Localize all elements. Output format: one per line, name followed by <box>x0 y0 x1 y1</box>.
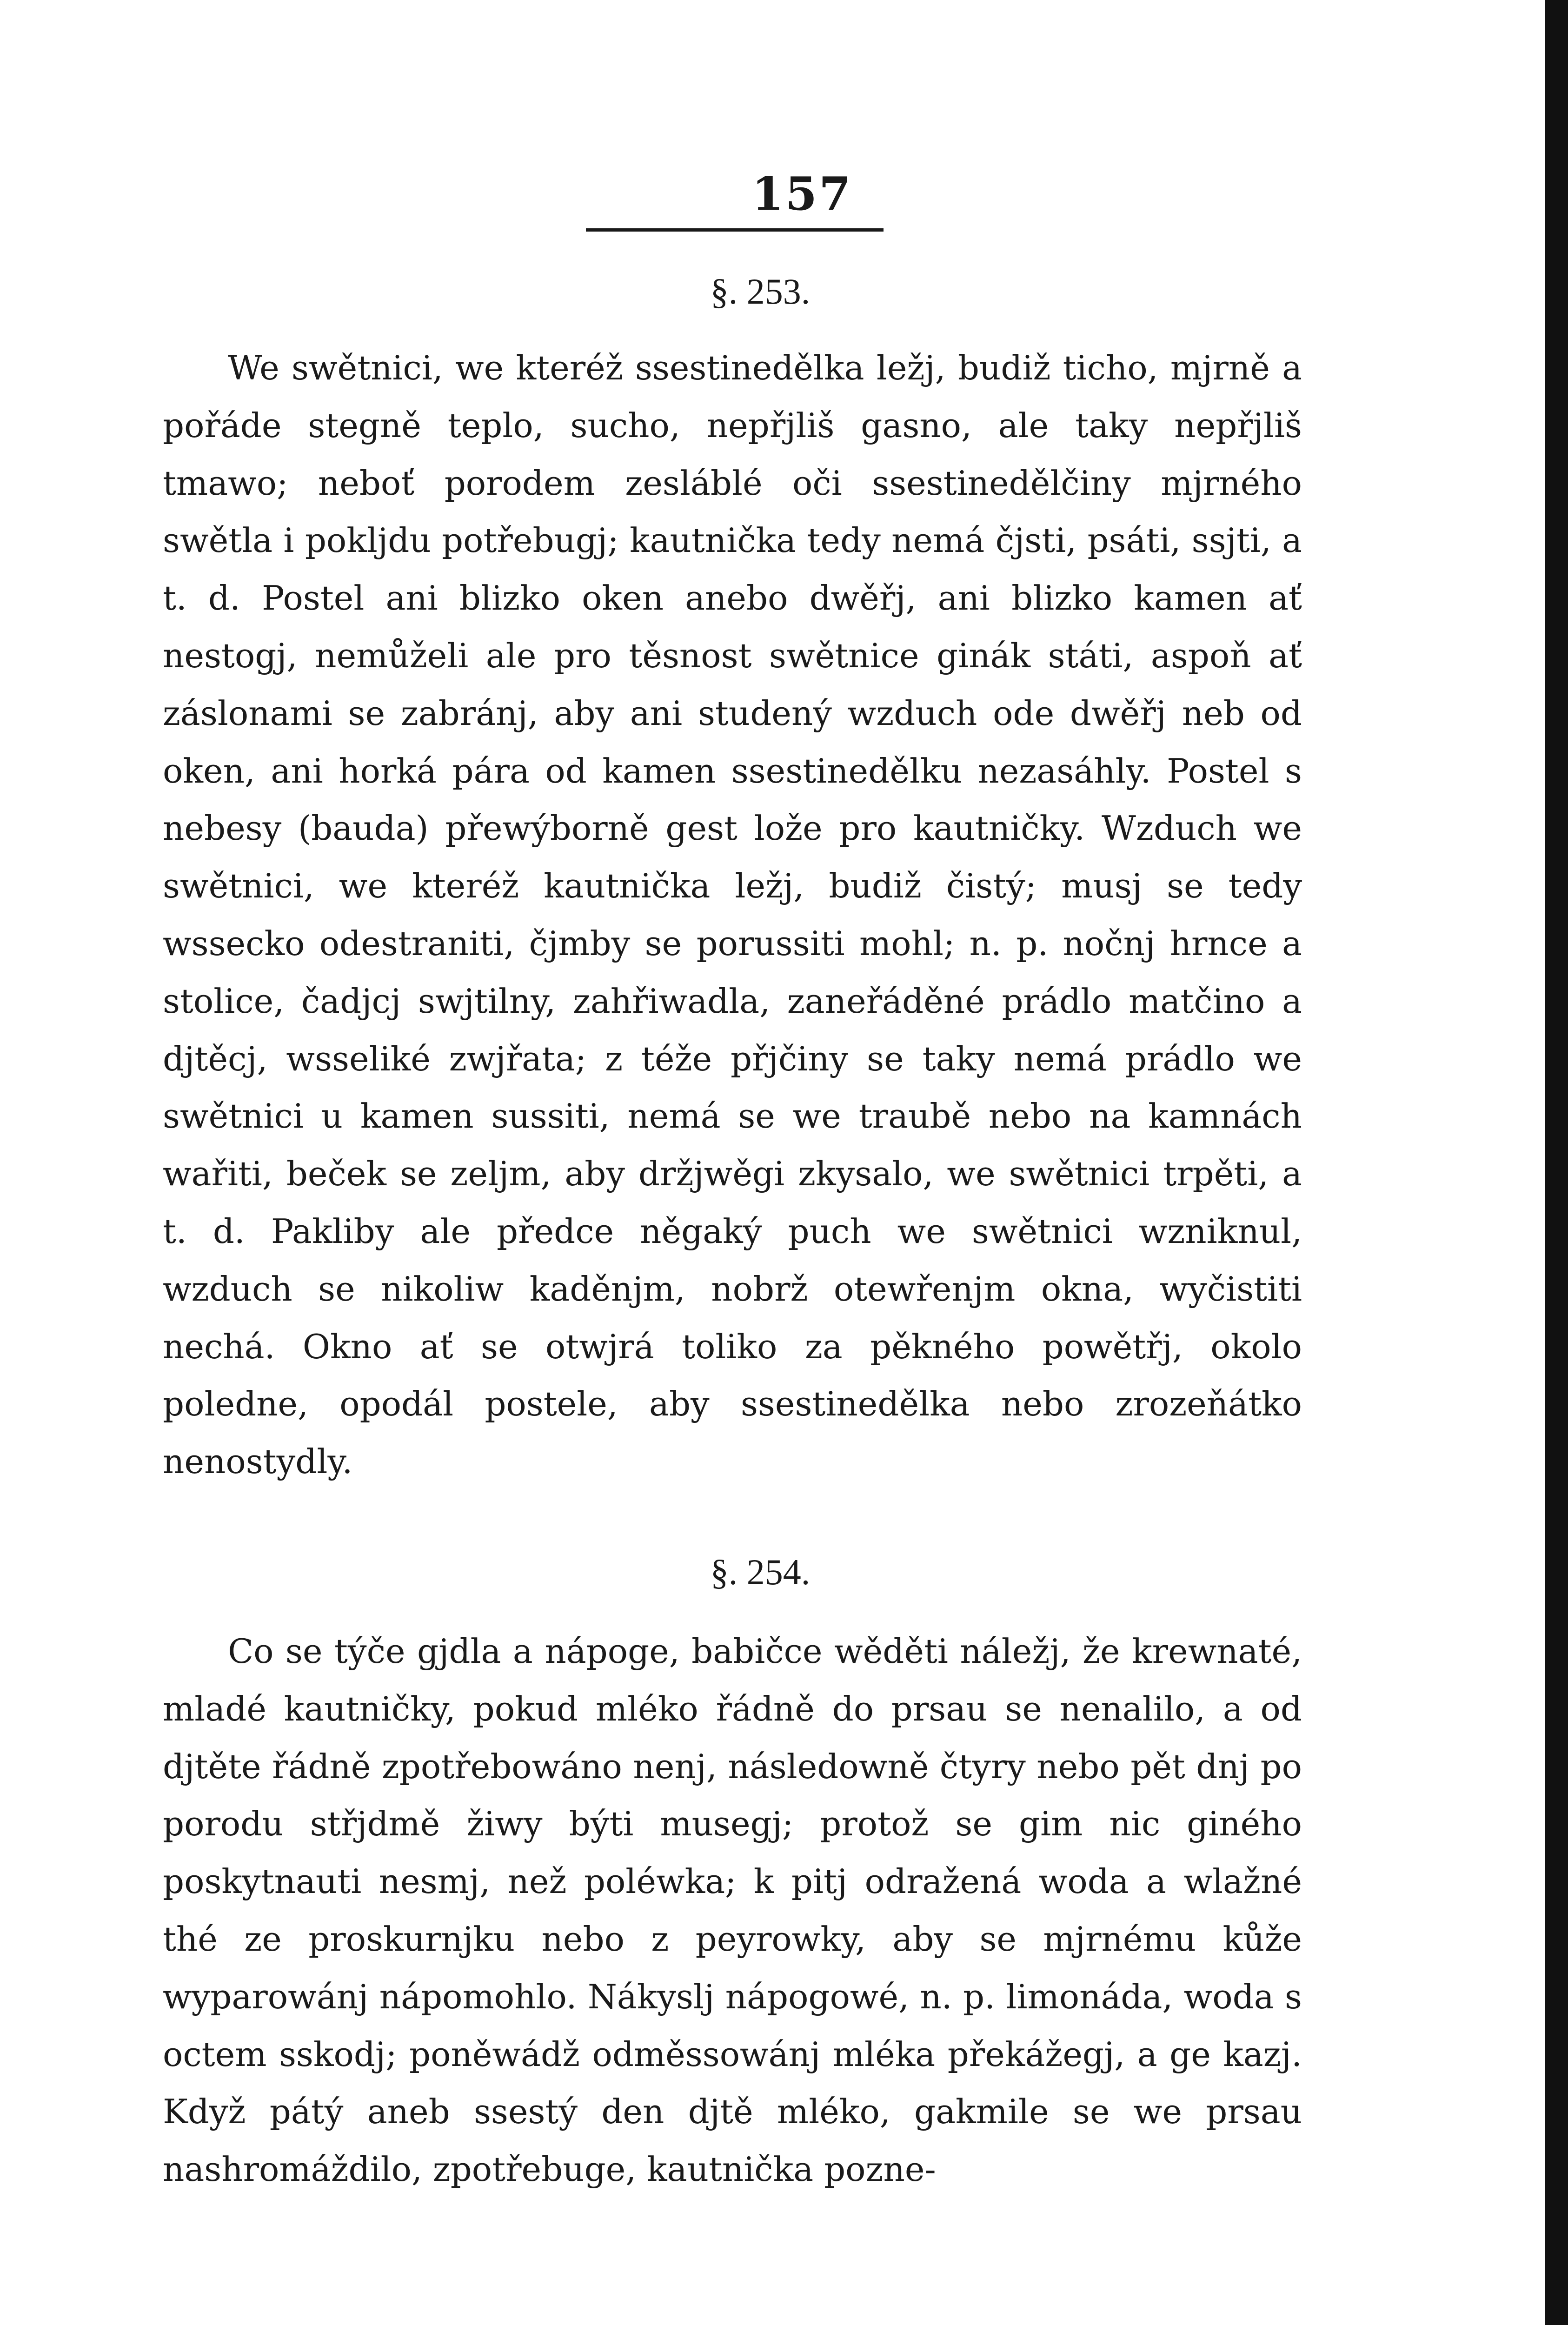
page-number: 157 <box>751 167 853 221</box>
section-253-paragraph <box>163 339 1302 1491</box>
section-heading-254: §. 254. <box>710 1551 811 1592</box>
section-254-paragraph: Co se týče gjdla a nápoge, babičce wěděti náležj, že krewnaté, mladé kautničky, pokud mléko řádně do prsau se nenalilo, a od djtěte řádně zpotřebowáno nenj, následowně čtyry nebo pět dnj po porodu střjdmě žiwy býti musegj; protož se gim nic giného poskytnauti nesmj, než poléwka; k pitj odražená woda a wlažné thé ze proskurnjku nebo z peyrowky, aby se mjrnému kůže wyparowánj nápomohlo. Nákyslj nápogowé, n. p. limonáda, woda s octem sskodj; poněwádž odměssowánj mléka překážegj, a ge kazj. Když pátý aneb ssestý den djtě mléko, gakmile se we prsau nashromáždilo, zpotřebuge, kautnička pozne- <box>163 1631 1302 2189</box>
section-253-text: We swětnici, we kteréž ssestinedělka ležj, budiž ticho, mjrně a pořáde stegně teplo, sucho, nepřjliš gasno, ale taky nepřjliš tmawo; neboť porodem zesláblé oči ssestinedělčiny mjrného swětla i pokljdu potřebugj; kautnička tedy nemá čjsti, psáti, ssjti, a t. d. Postel ani blizko oken anebo dwěřj, ani blizko kamen ať nestogj, nemůželi ale pro těsnost swětnice ginák státi, aspoň ať záslonami se zabránj, aby ani studený wzduch ode dwěřj neb od oken, ani horká pára od kamen ssestinedělku nezasáhly. Postel s nebesy (bauda) přewýborně gest lože pro kautničky. Wzduch we swětnici, we kteréž kautnička ležj, budiž čistý; musj se tedy wssecko odestraniti, čjmby se porussiti mohl; n. p. nočnj hrnce a stolice, čadjcj swjtilny, zahřiwadla, zaneřáděné prádlo matčino a djtěcj, wsseliké zwjřata; z téže přjčiny se taky nemá prádlo we swětnici u kamen sussiti, nemá se we traubě nebo na kamnách wařiti, beček se zeljm, aby držjwěgi zkysalo, we swětnici trpěti, a t. d. Pakliby ale předce něgaký puch we swětnici wzniknul, wzduch se nikoliw kaděnjm, nobrž otewřenjm okna, wyčistiti nechá. Okno ať se otwjrá toliko za pěkného powětřj, okolo poledne, opodál postele, aby ssestinedělka nebo zrozeňátko nenostydly. <box>163 348 1302 1481</box>
scan-dark-edge <box>1545 0 1568 2325</box>
section-heading-253: §. 253. <box>710 271 811 312</box>
book-page <box>163 167 1302 2199</box>
page-number-rule <box>586 228 884 232</box>
